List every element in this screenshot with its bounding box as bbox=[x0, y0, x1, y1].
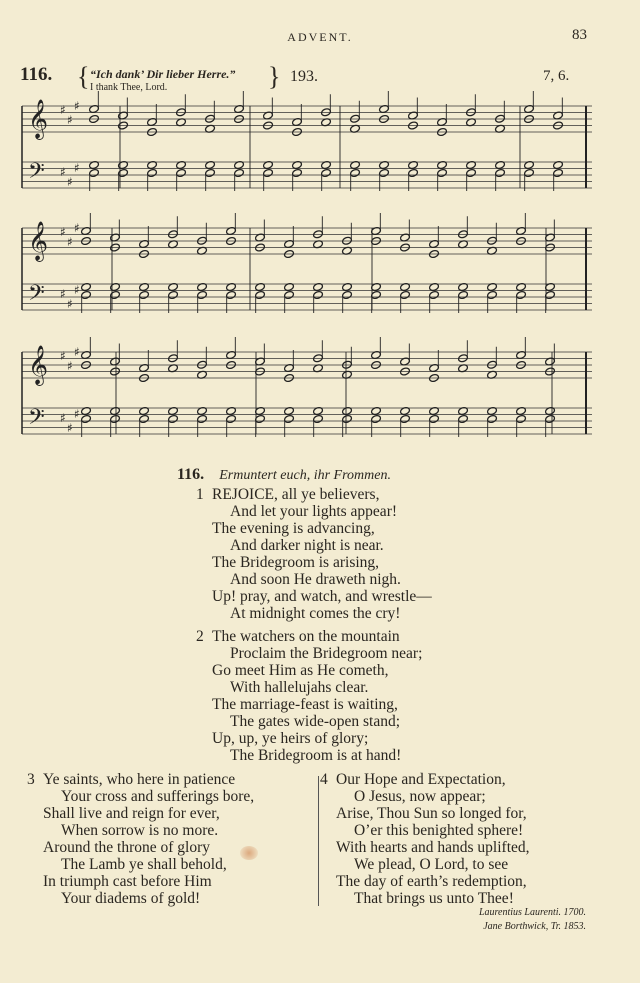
note-head bbox=[458, 414, 469, 423]
note-head bbox=[313, 414, 324, 423]
verse-line: O Jesus, now appear; bbox=[354, 788, 486, 805]
sharp-icon: ♯ bbox=[67, 175, 73, 189]
verse-line: The Lamb ye shall behold, bbox=[61, 856, 227, 873]
note-head bbox=[313, 290, 324, 299]
sharp-icon: ♯ bbox=[74, 283, 80, 297]
verse-line: With hallelujahs clear. bbox=[230, 679, 369, 696]
column-divider bbox=[318, 776, 319, 906]
verse-line: Our Hope and Expectation, bbox=[336, 771, 506, 788]
note-head bbox=[284, 414, 295, 423]
note-head bbox=[379, 168, 390, 177]
note-head bbox=[553, 168, 564, 177]
sharp-icon: ♯ bbox=[60, 165, 66, 179]
note-head bbox=[429, 414, 440, 423]
verse-line: Ye saints, who here in patience bbox=[43, 771, 236, 788]
note-head bbox=[226, 414, 237, 423]
hymn-number: 116. bbox=[177, 466, 205, 483]
verse-line: O’er this benighted sphere! bbox=[354, 822, 524, 839]
note-head bbox=[205, 168, 216, 177]
sharp-icon: ♯ bbox=[60, 103, 66, 117]
note-head bbox=[139, 290, 150, 299]
verse-line: And darker night is near. bbox=[230, 537, 384, 554]
note-head bbox=[234, 168, 245, 177]
note-head bbox=[429, 290, 440, 299]
note-head bbox=[81, 414, 92, 423]
verse-line: Go meet Him as He cometh, bbox=[212, 662, 389, 679]
music-score bbox=[0, 0, 640, 460]
note-head bbox=[226, 290, 237, 299]
note-head bbox=[437, 168, 448, 177]
verse-number: 4 bbox=[320, 771, 328, 788]
note-head bbox=[197, 414, 208, 423]
verse-line: With hearts and hands uplifted, bbox=[336, 839, 530, 856]
sharp-icon: ♯ bbox=[74, 161, 80, 175]
sharp-icon: ♯ bbox=[67, 421, 73, 435]
note-head bbox=[168, 290, 179, 299]
note-head bbox=[400, 414, 411, 423]
verse-line: Your diadems of gold! bbox=[61, 890, 201, 907]
verse-line: Shall live and reign for ever, bbox=[43, 805, 220, 822]
sharp-icon: ♯ bbox=[67, 235, 73, 249]
sharp-icon: ♯ bbox=[60, 287, 66, 301]
treble-clef-icon: 𝄞 bbox=[28, 345, 49, 385]
verse-number: 3 bbox=[27, 771, 35, 788]
note-head bbox=[487, 414, 498, 423]
note-head bbox=[284, 290, 295, 299]
verse-line: The watchers on the mountain bbox=[212, 628, 400, 645]
sharp-icon: ♯ bbox=[60, 349, 66, 363]
credit-line: Laurentius Laurenti. 1700. bbox=[478, 907, 586, 918]
note-head bbox=[545, 414, 556, 423]
treble-clef-icon: 𝄞 bbox=[28, 221, 49, 261]
sharp-icon: ♯ bbox=[74, 99, 80, 113]
verse-line: REJOICE, all ye believers, bbox=[212, 486, 380, 503]
note-head bbox=[408, 168, 419, 177]
note-head bbox=[342, 290, 353, 299]
note-head bbox=[176, 168, 187, 177]
hymn-heading bbox=[177, 464, 391, 484]
note-head bbox=[458, 290, 469, 299]
verse-number: 1 bbox=[196, 486, 204, 503]
credit-line: Jane Borthwick, Tr. 1853. bbox=[483, 921, 586, 932]
verse-line: The Bridegroom is arising, bbox=[212, 554, 380, 571]
verse-line: That brings us unto Thee! bbox=[354, 890, 514, 907]
verse-line: Up, up, ye heirs of glory; bbox=[212, 730, 369, 747]
note-head bbox=[197, 290, 208, 299]
note-head bbox=[110, 414, 121, 423]
sharp-icon: ♯ bbox=[74, 345, 80, 359]
verse-line: Arise, Thou Sun so longed for, bbox=[336, 805, 527, 822]
note-head bbox=[466, 168, 477, 177]
sharp-icon: ♯ bbox=[67, 359, 73, 373]
verse-line: We plead, O Lord, to see bbox=[354, 856, 509, 873]
brace-close-icon: } bbox=[268, 62, 281, 91]
verse-line: When sorrow is no more. bbox=[61, 822, 219, 839]
note-head bbox=[516, 290, 527, 299]
note-head bbox=[495, 168, 506, 177]
credits bbox=[440, 906, 586, 934]
verse-line: At midnight comes the cry! bbox=[230, 605, 401, 622]
verse-line: Your cross and sufferings bore, bbox=[61, 788, 255, 805]
note-head bbox=[110, 290, 121, 299]
brace-open-icon: { bbox=[77, 62, 90, 91]
note-head bbox=[292, 168, 303, 177]
verse-line: And soon He draweth nigh. bbox=[230, 571, 401, 588]
tune-subtitle: I thank Thee, Lord. bbox=[90, 82, 168, 93]
verse-line: And let your lights appear! bbox=[230, 503, 398, 520]
hymn-tune-name: Ermuntert euch, ihr Frommen. bbox=[219, 468, 391, 483]
note-head bbox=[81, 290, 92, 299]
note-head bbox=[342, 414, 353, 423]
note-head bbox=[118, 168, 129, 177]
verse-line: In triumph cast before Him bbox=[43, 873, 212, 890]
verse-line: The marriage-feast is waiting, bbox=[212, 696, 398, 713]
note-head bbox=[168, 414, 179, 423]
sharp-icon: ♯ bbox=[67, 113, 73, 127]
page-number: 83 bbox=[572, 27, 587, 43]
bass-clef-icon: 𝄢 bbox=[28, 405, 45, 435]
note-head bbox=[487, 290, 498, 299]
note-head bbox=[350, 168, 361, 177]
verse-2 bbox=[196, 628, 423, 764]
sharp-icon: ♯ bbox=[67, 297, 73, 311]
note-head bbox=[524, 168, 535, 177]
tune-meter: 7, 6. bbox=[543, 68, 570, 84]
bass-clef-icon: 𝄢 bbox=[28, 281, 45, 311]
tune-reference: 193. bbox=[290, 68, 318, 85]
running-head: ADVENT. bbox=[287, 30, 353, 44]
sharp-icon: ♯ bbox=[60, 225, 66, 239]
verse-line: The day of earth’s redemption, bbox=[336, 873, 527, 890]
verse-line: Up! pray, and watch, and wrestle— bbox=[212, 588, 432, 605]
note-head bbox=[89, 168, 100, 177]
note-head bbox=[263, 168, 274, 177]
treble-clef-icon: 𝄞 bbox=[28, 99, 49, 139]
note-head bbox=[139, 414, 150, 423]
ink-smudge bbox=[240, 846, 258, 860]
verse-line: The Bridegroom is at hand! bbox=[230, 747, 402, 764]
note-head bbox=[371, 414, 382, 423]
verse-1 bbox=[196, 486, 432, 622]
note-head bbox=[516, 414, 527, 423]
note-head bbox=[147, 168, 158, 177]
verse-line: The gates wide-open stand; bbox=[230, 713, 401, 730]
tune-number: 116. bbox=[20, 64, 53, 85]
bass-clef-icon: 𝄢 bbox=[28, 159, 45, 189]
verse-line: Around the throne of glory bbox=[43, 839, 211, 856]
verse-4 bbox=[320, 771, 530, 907]
note-head bbox=[321, 168, 332, 177]
note-head bbox=[255, 290, 266, 299]
sharp-icon: ♯ bbox=[74, 221, 80, 235]
verse-line: The evening is advancing, bbox=[212, 520, 375, 537]
note-head bbox=[400, 290, 411, 299]
verse-3 bbox=[27, 771, 255, 907]
sharp-icon: ♯ bbox=[74, 407, 80, 421]
tune-title: “Ich dank’ Dir lieber Herre.” bbox=[90, 67, 236, 81]
sharp-icon: ♯ bbox=[60, 411, 66, 425]
verse-line: Proclaim the Bridegroom near; bbox=[230, 645, 423, 662]
verse-number: 2 bbox=[196, 628, 204, 645]
